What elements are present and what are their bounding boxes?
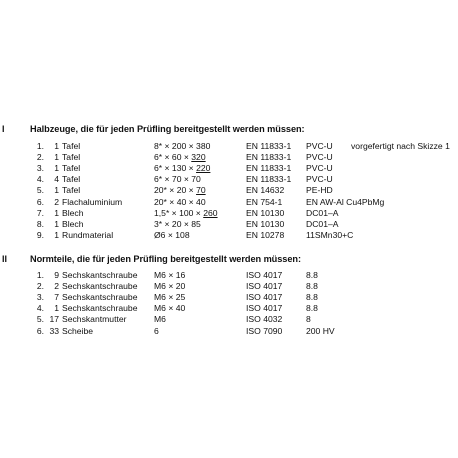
- section-number: I: [2, 124, 5, 134]
- list-item: [0, 185, 458, 196]
- item-quantity: 1: [54, 303, 59, 314]
- item-dimension: [154, 185, 206, 196]
- item-dimension: [154, 292, 185, 303]
- item-dimension-text: 20* × 20 ×: [154, 185, 197, 196]
- list-item: [0, 141, 458, 152]
- item-name: Sechskantschraube: [62, 270, 138, 280]
- item-material: 8.8: [306, 292, 318, 303]
- item-number: 5.: [36, 185, 44, 196]
- item-material: DC01–A: [306, 207, 339, 218]
- item-quantity: 2: [54, 196, 59, 207]
- item-dimension-underlined: 220: [196, 163, 211, 174]
- item-dimension: [154, 219, 201, 230]
- item-dimension: [154, 314, 166, 325]
- item-quantity: 7: [54, 292, 59, 303]
- list-item: [0, 163, 458, 174]
- item-dimension-text: 6* × 70 × 70: [154, 174, 201, 185]
- item-standard: EN 11833-1: [246, 141, 292, 151]
- list-item: [0, 197, 458, 208]
- item-name: Blech: [62, 207, 84, 218]
- list-item: [0, 219, 458, 230]
- list-item: [0, 292, 458, 303]
- item-standard: EN 11833-1: [246, 152, 292, 163]
- item-material: PVC-U: [306, 174, 333, 185]
- item-dimension: [154, 197, 206, 208]
- item-name: Blech: [62, 218, 84, 229]
- item-dimension-text: 6: [154, 325, 159, 336]
- item-number: 2.: [36, 152, 44, 163]
- item-name: Tafel: [62, 185, 81, 196]
- item-standard: ISO 4017: [246, 281, 283, 292]
- item-material: PVC-U: [306, 163, 333, 174]
- item-number: 8.: [36, 218, 44, 229]
- item-standard: EN 10130: [246, 207, 285, 218]
- list-item: [0, 174, 458, 185]
- item-dimension: [154, 326, 159, 337]
- item-standard: ISO 7090: [246, 325, 283, 336]
- item-material: PVC-U: [306, 141, 333, 151]
- item-quantity: 1: [54, 207, 59, 218]
- item-dimension: [154, 281, 185, 292]
- item-quantity: 33: [49, 325, 59, 336]
- list-item: [0, 326, 458, 337]
- item-material: PE-HD: [306, 185, 333, 196]
- item-quantity: 1: [54, 218, 59, 229]
- item-dimension: [154, 163, 210, 174]
- item-quantity: 1: [54, 185, 59, 196]
- item-name: Tafel: [62, 163, 81, 174]
- item-material: 8.8: [306, 270, 318, 280]
- item-quantity: 1: [54, 163, 59, 174]
- item-dimension-text: 1,5* × 100 ×: [154, 207, 204, 218]
- item-standard: EN 10278: [246, 229, 285, 240]
- list-item: [0, 270, 458, 281]
- item-dimension: [154, 152, 206, 163]
- item-quantity: 17: [49, 314, 59, 325]
- item-note: vorgefertigt nach Skizze 1: [351, 141, 450, 151]
- item-quantity: 1: [54, 229, 59, 240]
- list-item: [0, 314, 458, 325]
- item-number: 3.: [36, 292, 44, 303]
- item-dimension-text: M6 × 16: [154, 270, 186, 280]
- item-name: Flachaluminium: [62, 196, 123, 207]
- item-name: Sechskantschraube: [62, 292, 138, 303]
- item-name: Tafel: [62, 141, 81, 151]
- item-material: 8: [306, 314, 311, 325]
- item-dimension: [154, 141, 210, 152]
- item-number: 4.: [36, 174, 44, 185]
- item-standard: EN 754-1: [246, 196, 283, 207]
- item-name: Tafel: [62, 174, 81, 185]
- item-name: Sechskantschraube: [62, 281, 138, 292]
- item-standard: EN 14632: [246, 185, 285, 196]
- item-material: 200 HV: [306, 325, 335, 336]
- item-quantity: 1: [54, 152, 59, 163]
- item-dimension: [154, 208, 218, 219]
- item-dimension: [154, 303, 185, 314]
- item-number: 5.: [36, 314, 44, 325]
- item-material: DC01–A: [306, 218, 339, 229]
- item-dimension-text: Ø6 × 108: [154, 229, 190, 240]
- item-number: 6.: [36, 196, 44, 207]
- item-material: 8.8: [306, 303, 318, 314]
- section-heading: Normteile, die für jeden Prüfling bereitgestellt werden müssen:: [30, 254, 301, 264]
- item-number: 2.: [36, 281, 44, 292]
- item-dimension-text: 6* × 60 ×: [154, 152, 192, 163]
- item-dimension-underlined: 320: [191, 152, 206, 163]
- item-number: 1.: [36, 141, 44, 151]
- item-quantity: 1: [54, 141, 59, 151]
- item-quantity: 4: [54, 174, 59, 185]
- item-dimension: [154, 230, 190, 241]
- item-dimension-underlined: 260: [203, 207, 218, 218]
- section-number: II: [2, 254, 8, 264]
- item-name: Scheibe: [62, 325, 94, 336]
- item-dimension: [154, 270, 185, 281]
- item-standard: EN 10130: [246, 218, 285, 229]
- item-dimension-text: 20* × 40 × 40: [154, 196, 206, 207]
- item-standard: ISO 4017: [246, 270, 283, 280]
- item-material: EN AW-Al Cu4PbMg: [306, 196, 385, 207]
- section-heading: Halbzeuge, die für jeden Prüfling bereitgestellt werden müssen:: [30, 124, 305, 134]
- item-number: 7.: [36, 207, 44, 218]
- item-material: PVC-U: [306, 152, 333, 163]
- list-item: [0, 303, 458, 314]
- item-name: Sechskantschraube: [62, 303, 138, 314]
- list-item: [0, 230, 458, 241]
- item-dimension-text: M6: [154, 314, 166, 325]
- item-dimension-text: 6* × 130 ×: [154, 163, 197, 174]
- item-standard: ISO 4017: [246, 303, 283, 314]
- item-quantity: 9: [54, 270, 59, 280]
- item-name: Tafel: [62, 152, 81, 163]
- item-number: 9.: [36, 229, 44, 240]
- list-item: [0, 281, 458, 292]
- item-dimension: [154, 174, 201, 185]
- item-dimension-text: 8* × 200 × 380: [154, 141, 211, 151]
- list-item: [0, 152, 458, 163]
- item-dimension-text: M6 × 25: [154, 292, 186, 303]
- item-number: 3.: [36, 163, 44, 174]
- item-number: 4.: [36, 303, 44, 314]
- item-standard: EN 11833-1: [246, 174, 292, 185]
- item-standard: ISO 4017: [246, 292, 283, 303]
- item-number: 6.: [36, 325, 44, 336]
- item-name: Sechskantmutter: [62, 314, 127, 325]
- list-item: [0, 208, 458, 219]
- item-dimension-underlined: 70: [196, 185, 206, 196]
- item-material: 8.8: [306, 281, 318, 292]
- item-name: Rundmaterial: [62, 229, 114, 240]
- item-number: 1.: [36, 270, 44, 280]
- item-quantity: 2: [54, 281, 59, 292]
- item-dimension-text: 3* × 20 × 85: [154, 218, 201, 229]
- item-standard: ISO 4032: [246, 314, 283, 325]
- item-material: 11SMn30+C: [306, 229, 354, 240]
- item-dimension-text: M6 × 40: [154, 303, 186, 314]
- item-dimension-text: M6 × 20: [154, 281, 186, 292]
- item-standard: EN 11833-1: [246, 163, 292, 174]
